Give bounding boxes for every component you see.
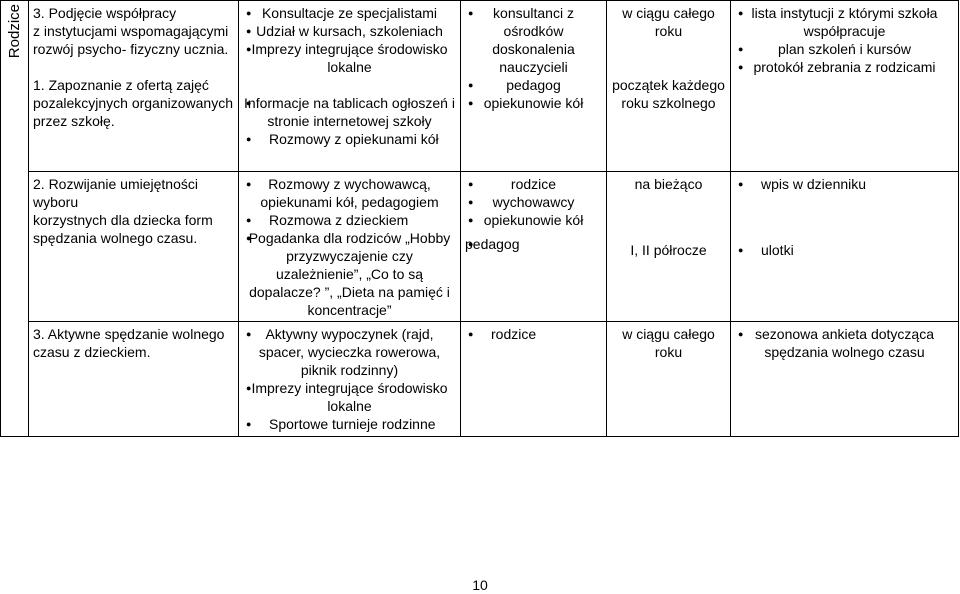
goal-line: 1. Zapoznanie z ofertą zajęć: [33, 77, 209, 93]
evidence-cell: [731, 322, 959, 437]
actions-cell: [239, 172, 461, 322]
list-item: ● wychowawcy: [465, 193, 602, 211]
list-item: ● lista instytucji z którymi szkoła współpracuje: [735, 4, 954, 40]
list-item: ● Imprezy integrujące środowisko lokalne: [243, 40, 456, 76]
list-item: ● Rozmowy z opiekunami kół: [243, 130, 456, 148]
evidence-cell: [731, 1, 959, 172]
list-item: ● Konsultacje ze specjalistami: [243, 4, 456, 22]
list-item: ● Informacje na tablicach ogłoszeń i stronie internetowej szkoły: [243, 94, 456, 130]
side-label-cell: [1, 1, 29, 437]
goals-cell: [29, 1, 239, 172]
goal-line: 3. Aktywne spędzanie wolnego: [33, 326, 225, 342]
goal-line: 2. Rozwijanie umiejętności wyboru: [33, 176, 198, 210]
actions-cell: [239, 322, 461, 437]
list-item: ● protokół zebrania z rodzicami: [735, 58, 954, 76]
goal-line: 3. Podjęcie współpracy: [33, 5, 177, 21]
who-cell: [461, 172, 607, 322]
goal-line: czasu z dzieckiem.: [33, 344, 151, 360]
table-row: [1, 322, 959, 437]
list-item: ● Udział w kursach, szkoleniach: [243, 22, 456, 40]
when-text: w ciągu całego roku: [622, 326, 715, 360]
list-item: ● Rozmowy z wychowawcą, opiekunami kół, pedagogiem: [243, 175, 456, 211]
goal-line: rozwój psycho- fizyczny ucznia.: [33, 41, 229, 57]
list-item: ● rodzice: [465, 325, 602, 343]
goals-cell: [29, 172, 239, 322]
goal-line: korzystnych dla dziecka form: [33, 212, 213, 228]
when-cell: [607, 322, 731, 437]
actions-cell: [239, 1, 461, 172]
goal-line: z instytucjami wspomagającymi: [33, 23, 229, 39]
table-row: [1, 1, 959, 172]
goal-line: spędzania wolnego czasu.: [33, 230, 198, 246]
list-item: ● Rozmowa z dzieckiem: [243, 211, 456, 229]
evidence-cell: [731, 172, 959, 322]
when-text: I, II półrocze: [630, 242, 707, 258]
who-cell: [461, 322, 607, 437]
list-item: ● rodzice: [465, 175, 602, 193]
list-item: ● sezonowa ankieta dotycząca spędzania wolnego czasu: [735, 325, 954, 361]
when-text: początek każdego roku szkolnego: [612, 77, 725, 111]
list-item: ● pedagog: [465, 76, 602, 94]
table-row: [1, 172, 959, 322]
when-text: w ciągu całego roku: [622, 5, 715, 39]
list-item: ● pedagog: [465, 235, 602, 253]
page-number: 10: [472, 577, 488, 593]
list-item: ● Aktywny wypoczynek (rajd, spacer, wycieczka rowerowa, piknik rodzinny): [243, 325, 456, 379]
list-item: ● ulotki: [735, 241, 954, 259]
who-cell: [461, 1, 607, 172]
list-item: ● opiekunowie kół: [465, 211, 602, 229]
list-item: ● Imprezy integrujące środowisko lokalne: [243, 379, 456, 415]
goal-line: przez szkołę.: [33, 113, 115, 129]
list-item: ● Sportowe turnieje rodzinne: [243, 415, 456, 433]
list-item: ● Pogadanka dla rodziców „Hobby przyzwyczajenie czy uzależnienie”, „Co to są dopalacze? ”, „Dieta na pamięć i koncentracje”: [243, 229, 456, 319]
list-item: ● plan szkoleń i kursów: [735, 40, 954, 58]
goals-cell: [29, 322, 239, 437]
goal-line: pozalekcyjnych organizowanych: [33, 95, 233, 111]
when-cell: [607, 1, 731, 172]
list-item: ● konsultanci z ośrodków doskonalenia nauczycieli: [465, 4, 602, 76]
when-text: na bieżąco: [634, 176, 703, 192]
side-label: Rodzice: [5, 4, 23, 59]
when-cell: [607, 172, 731, 322]
list-item: ● wpis w dzienniku: [735, 175, 954, 193]
list-item: ● opiekunowie kół: [465, 94, 602, 112]
